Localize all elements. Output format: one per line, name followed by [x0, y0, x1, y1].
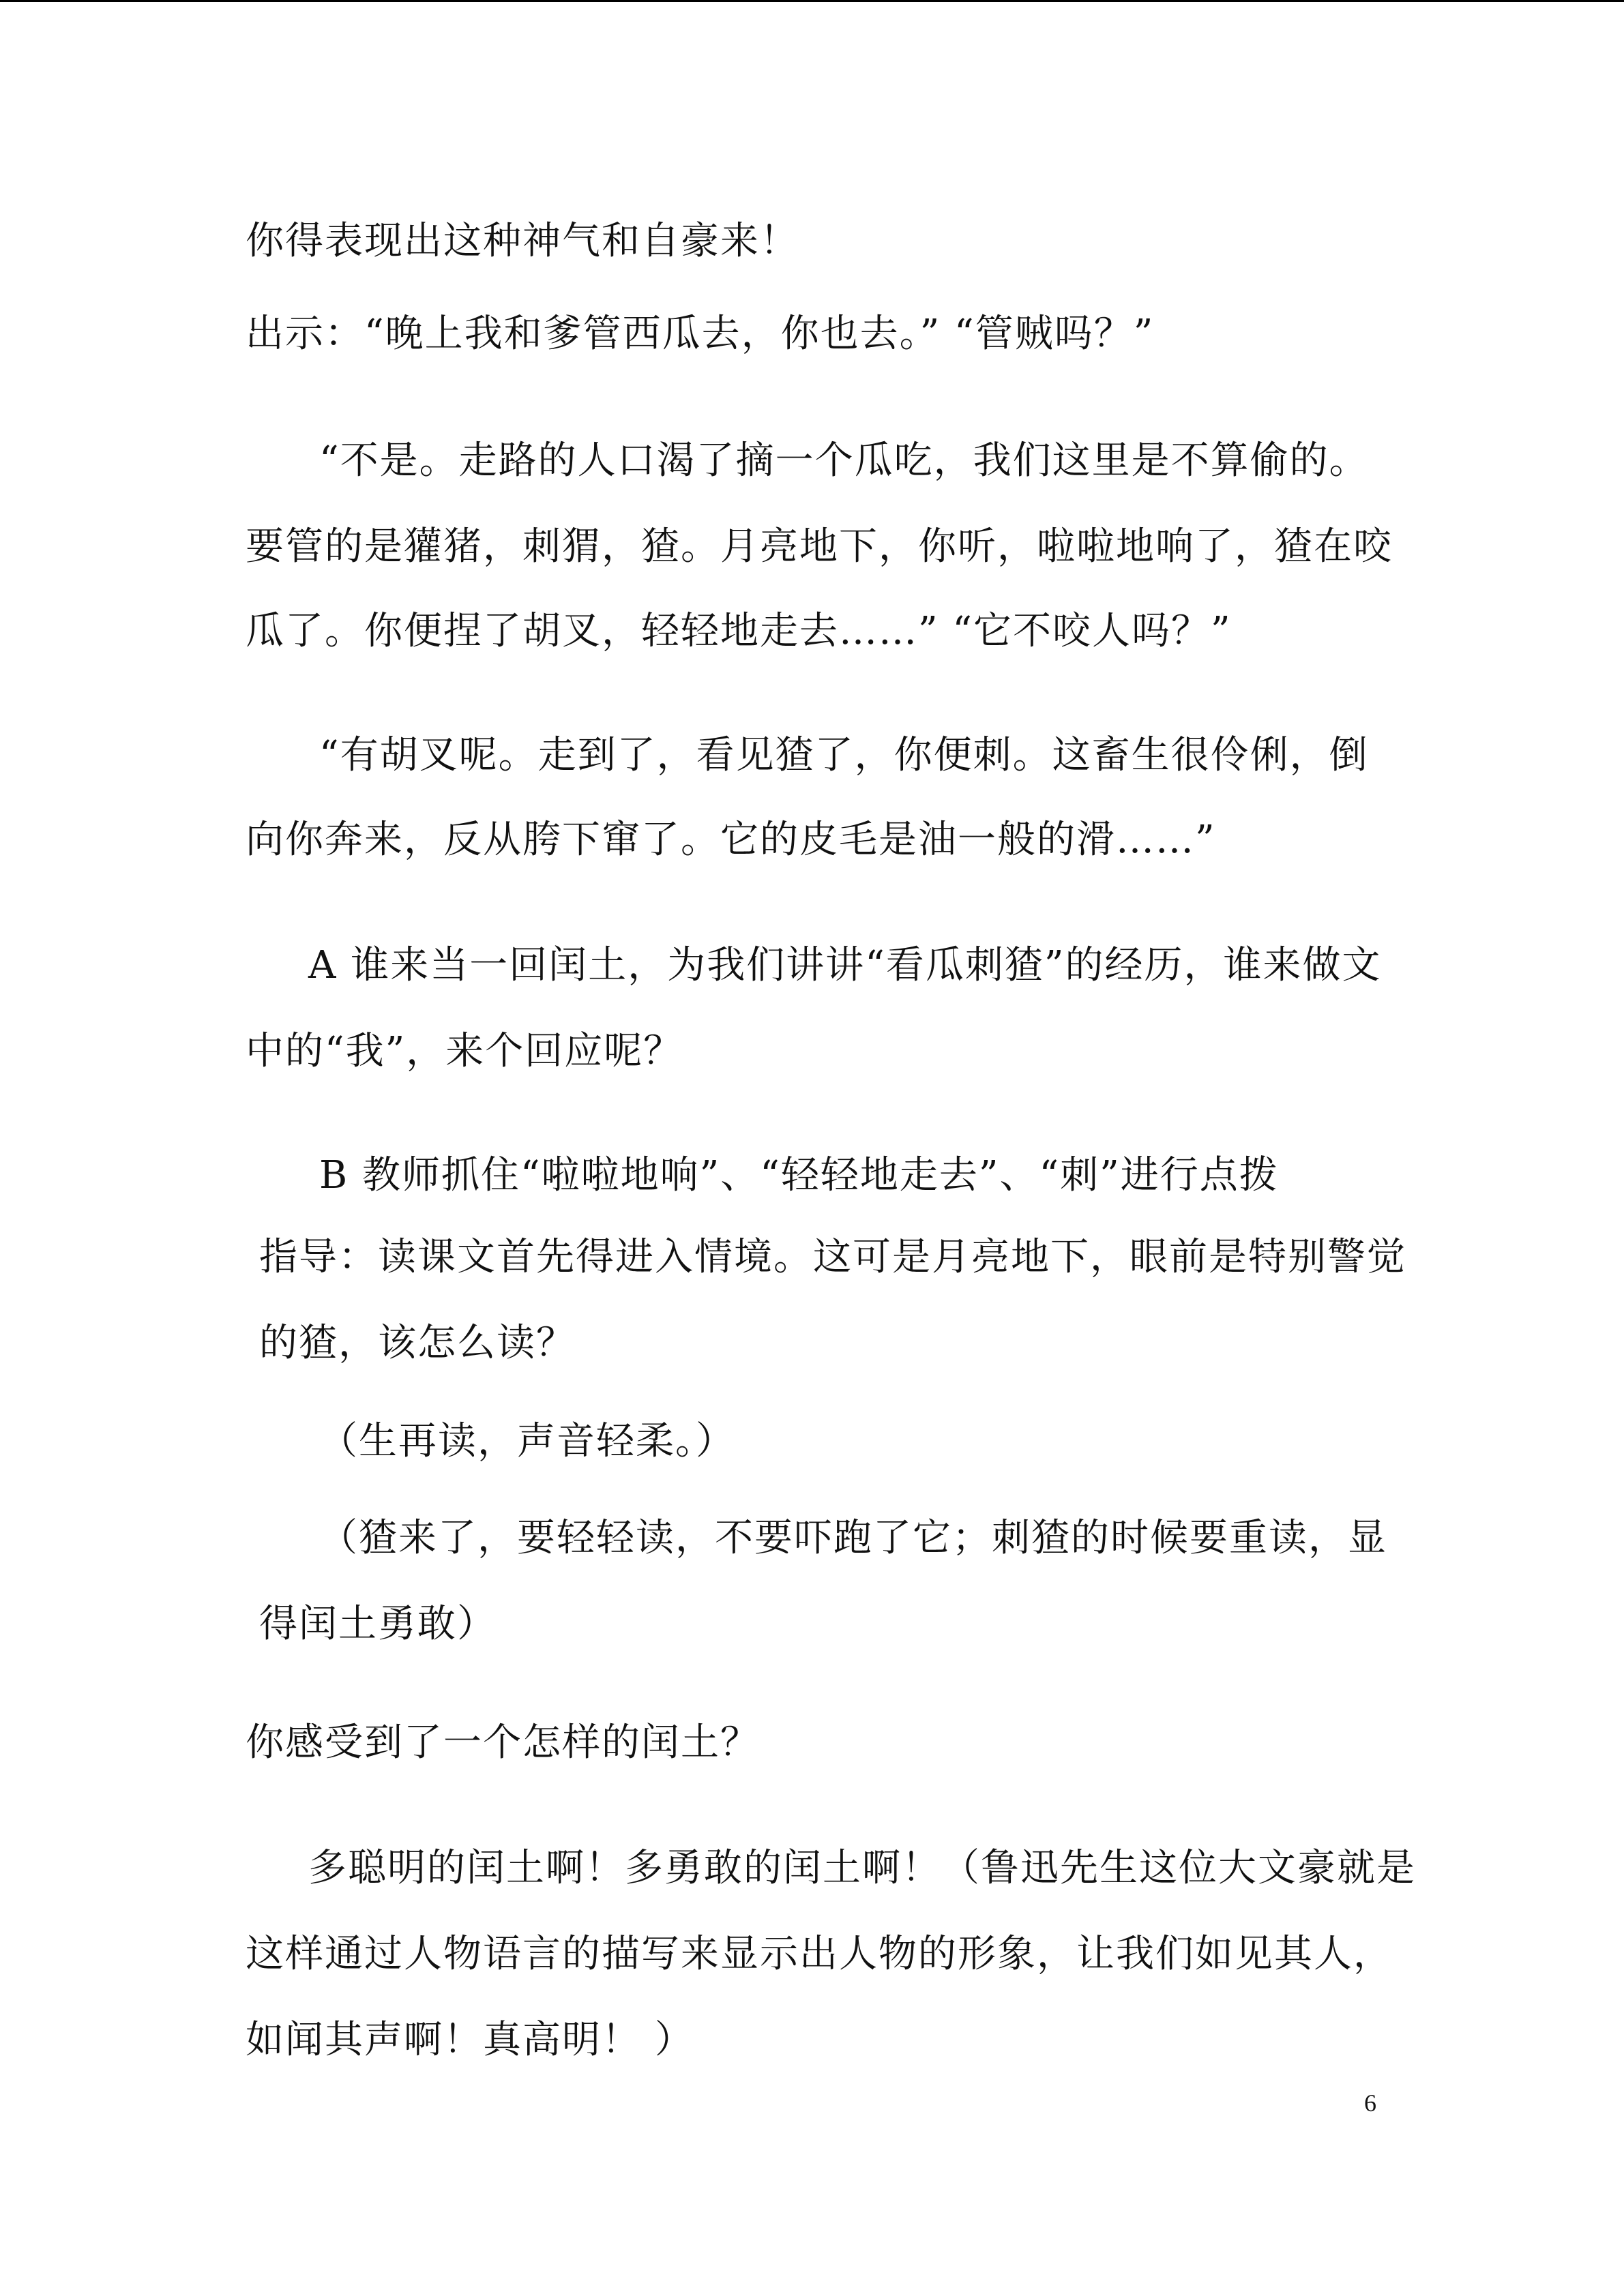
text-line-9: 中的“我”，来个回应呢？: [246, 1029, 683, 1073]
text-line-18: 这样通过人物语言的描写来显示出人物的形象，让我们如见其人，: [246, 1932, 1393, 1976]
text-line-3: “不是。走路的人口渴了摘一个瓜吃，我们这里是不算偷的。: [319, 438, 1369, 483]
text-line-15: 得闰土勇敢）: [259, 1602, 497, 1646]
page-top-border: [0, 0, 1624, 2]
text-line-5: 瓜了。你便捏了胡叉，轻轻地走去……” “它不咬人吗？”: [246, 609, 1232, 653]
text-line-8: A 谁来当一回闰土，为我们讲讲“看瓜刺猹”的经历，谁来做文: [308, 943, 1382, 987]
text-line-19: 如闻其声啊！真高明！ ）: [246, 2018, 694, 2062]
text-line-10: B 教师抓住“啦啦地响”、“轻轻地走去”、“刺”进行点拨: [319, 1153, 1279, 1197]
text-line-4: 要管的是獾猪，刺猬，猹。月亮地下，你听，啦啦地响了，猹在咬: [246, 524, 1393, 569]
text-line-11: 指导：读课文首先得进入情境。这可是月亮地下，眼前是特别警觉: [259, 1235, 1406, 1279]
text-line-2: 出示：“晚上我和爹管西瓜去，你也去。” “管贼吗？”: [246, 312, 1155, 356]
text-line-12: 的猹，该怎么读？: [259, 1321, 576, 1365]
text-line-1: 你得表现出这种神气和自豪来！: [246, 219, 799, 263]
text-line-14: （猹来了，要轻轻读，不要吓跑了它；刺猹的时候要重读，显: [319, 1516, 1387, 1560]
page-number: 6: [1364, 2089, 1376, 2117]
text-line-13: （生再读，声音轻柔。）: [319, 1419, 735, 1463]
text-line-17: 多聪明的闰土啊！多勇敢的闰土啊！（鲁迅先生这位大文豪就是: [308, 1846, 1416, 1890]
text-line-6: “有胡叉呢。走到了，看见猹了，你便刺。这畜生很伶俐，倒: [319, 733, 1369, 777]
text-line-16: 你感受到了一个怎样的闰土？: [246, 1720, 760, 1765]
text-line-7: 向你奔来，反从胯下窜了。它的皮毛是油一般的滑……”: [246, 818, 1216, 862]
